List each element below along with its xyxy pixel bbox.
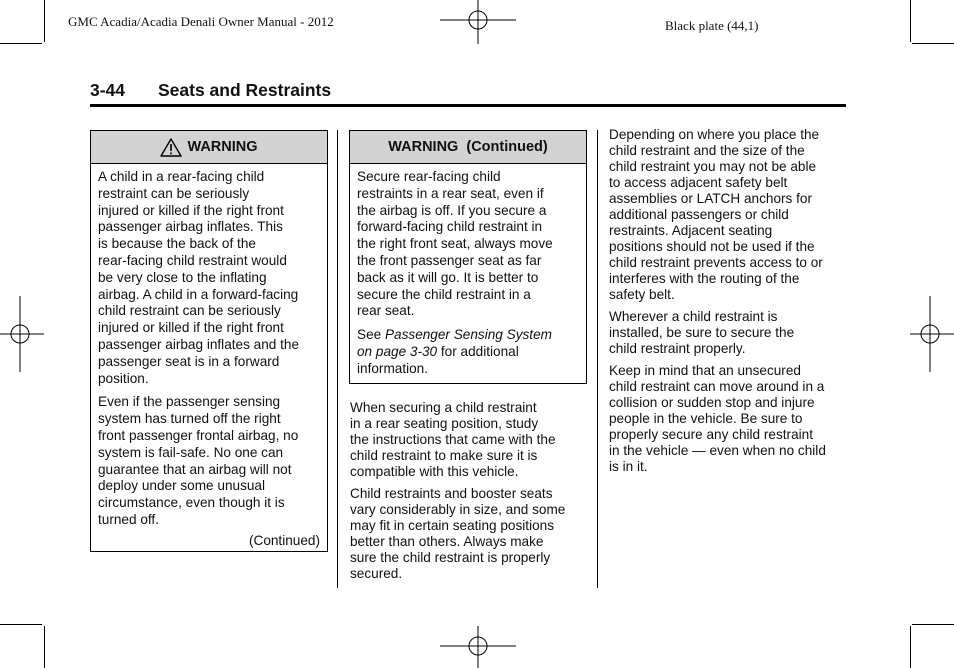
body-paragraph: Child restraints and booster seats vary considerably in size, and some may fit in certain seating positions better than others. Always make sure the child restraint is properly secured.: [350, 486, 566, 581]
warning-header: [350, 131, 586, 164]
body-text-column: [350, 400, 590, 588]
crop-mark: [0, 43, 42, 44]
column-divider: [337, 130, 338, 588]
warning-paragraph: A child in a rear-facing child restraint can be seriously injured or killed if the right front passenger airbag inflates. This is because the back of the rear-facing child restraint would be very close to the inflating airbag. A child in a forward-facing child restraint can be seriously injured or killed if the right front passenger airbag inflates and the passenger seat is in a forward position.: [98, 169, 300, 386]
crop-mark: [912, 624, 954, 625]
warning-body: [350, 164, 586, 378]
body-paragraph: When securing a child restraint in a rear seating position, study the instructions that came with the child restraint to make sure it is compatible with this vehicle.: [350, 400, 556, 479]
crop-mark: [44, 0, 45, 42]
warning-label: WARNING (Continued): [388, 139, 548, 155]
cross-reference-link[interactable]: Passenger Sensing System: [384, 327, 552, 343]
warning-header: [91, 131, 327, 164]
warning-box: [90, 130, 328, 552]
registration-mark-icon: [440, 626, 516, 668]
warning-paragraph: Even if the passenger sensing system has turned off the right front passenger frontal airbag, no system is fail-safe. No one can guarantee that an airbag will not deploy under some unusual circumstance, even though it is turned off.: [98, 394, 299, 527]
warning-label: WARNING: [187, 139, 258, 155]
crop-mark: [0, 624, 42, 625]
crop-mark: [44, 626, 45, 668]
warning-body: [91, 164, 327, 550]
warning-paragraph: Secure rear-facing child restraints in a rear seat, even if the airbag is off. If you secure a forward-facing child restraint in the right front seat, always move the front passenger seat as far back as it will go. It is better to secure the child restraint in a rear seat.: [357, 169, 553, 319]
continued-label: (Continued): [248, 532, 320, 548]
registration-mark-icon: [440, 0, 516, 44]
warning-continued-box: [349, 130, 587, 384]
body-paragraph: Depending on where you place the child restraint and the size of the child restraint you may not be able to access adjacent safety belt assemblies or LATCH anchors for additional passengers or child restraints. Adjacent seating positions should not be used if the child restraint prevents access to or interferes with the routing of the safety belt.: [609, 127, 823, 302]
section-title: Seats and Restraints: [158, 80, 332, 100]
crop-mark: [912, 43, 954, 44]
body-paragraph: Keep in mind that an unsecured child restraint can move around in a collision or sudden stop and injure people in the vehicle. Be sure to properly secure any child restraint in the vehicle — even when no child is in it.: [609, 363, 826, 474]
section-heading: [90, 80, 846, 107]
registration-mark-icon: [910, 296, 954, 372]
cross-reference: See Passenger Sensing System on page 3-30 for additional information.: [357, 327, 552, 376]
body-paragraph: Wherever a child restraint is installed, be sure to secure the child restraint properly.: [609, 309, 795, 356]
page-number: 3-44: [90, 80, 126, 100]
crop-mark: [910, 626, 911, 668]
cross-reference-link[interactable]: on page 3-30: [357, 343, 438, 359]
manual-title: GMC Acadia/Acadia Denali Owner Manual - 2012: [68, 14, 334, 29]
body-text-column: [609, 127, 849, 481]
plate-label: Black plate (44,1): [665, 18, 759, 33]
column-divider: [597, 130, 598, 588]
warning-triangle-icon: [160, 138, 182, 157]
registration-mark-icon: [0, 296, 44, 372]
crop-mark: [910, 0, 911, 42]
